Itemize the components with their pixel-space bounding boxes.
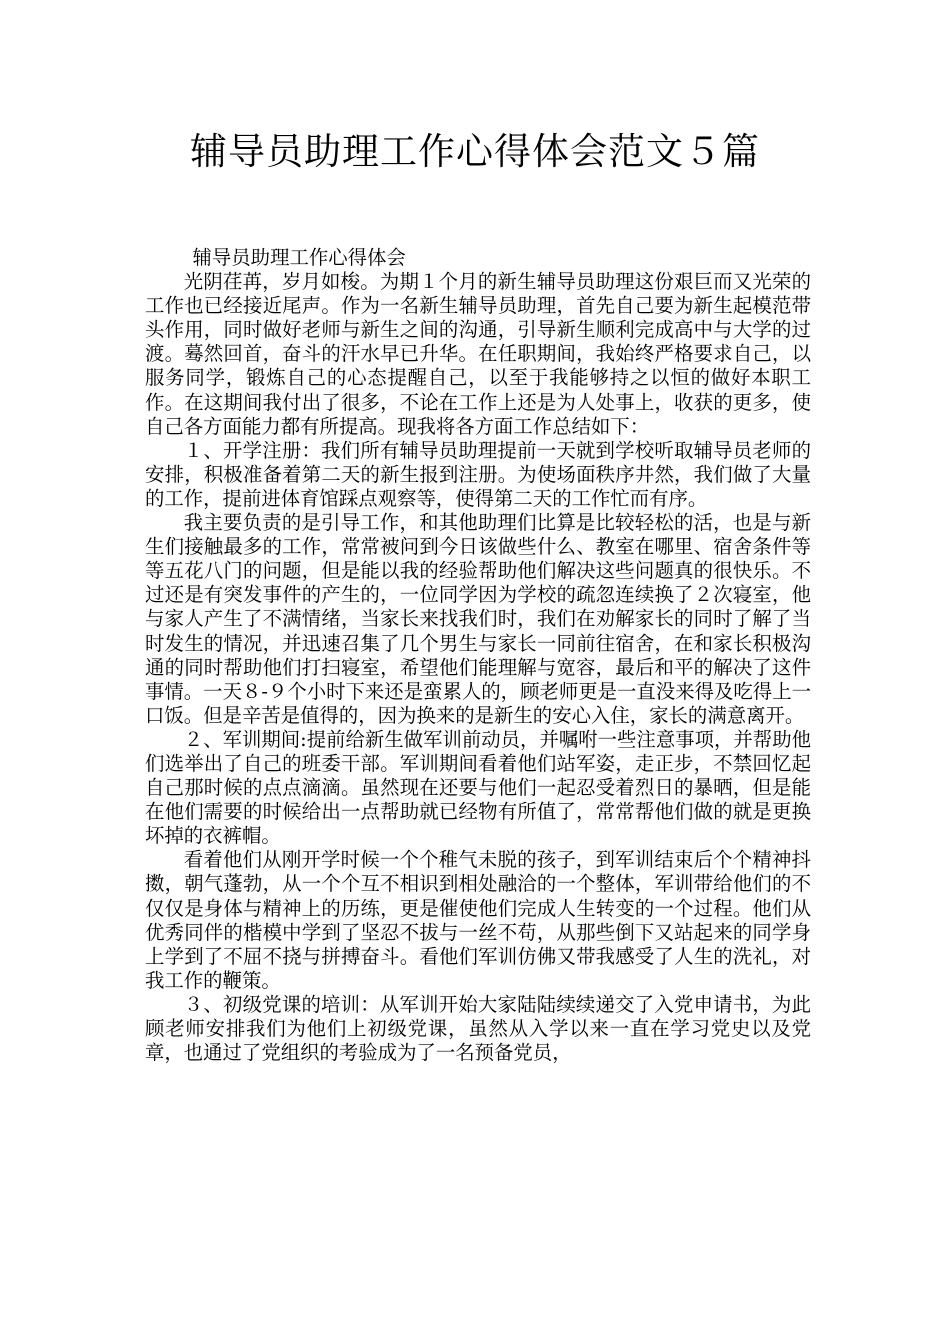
section-heading: 辅导员助理工作心得体会 — [192, 246, 406, 269]
paragraph-training-reflection: 看着他们从刚开学时候一个个稚气未脱的孩子，到军训结束后个个精神抖擞，朝气蓬勃，从一个个互不相识到相处融洽的一个整体，军训带给他们的不仅仅是身体与精神上的历练，更是催使他们完成人生转变的一个过程。他们从优秀同伴的楷模中学到了坚忍不拔与一丝不苟，从那些倒下又站起来的同学身上学到了不屈不挠与拼搏奋斗。看他们军训仿佛又带我感受了人生的洗礼，对我工作的鞭策。 — [145, 848, 811, 992]
document-title: 辅导员助理工作心得体会范文５篇 — [190, 130, 760, 173]
paragraph-guidance-work: 我主要负责的是引导工作，和其他助理们比算是比较轻松的活，也是与新生们接触最多的工作，常常被问到今日该做些什么、教室在哪里、宿舍条件等等五花八门的问题，但是能以我的经验帮助他们解决这些问题真的很快乐。不过还是有突发事件的产生的，一位同学因为学校的疏忽连续换了２次寝室，他与家人产生了不满情绪，当家长来找我们时，我们在劝解家长的同时了解了当时发生的情况，并迅速召集了几个男生与家长一同前往宿舍，在和家长积极沟通的同时帮助他们打扫寝室，希望他们能理解与宽容，最后和平的解决了这件事情。一天８-９个小时下来还是蛮累人的，顾老师更是一直没来得及吃得上一口饭。但是辛苦是值得的，因为换来的是新生的安心入住，家长的满意离开。 — [145, 511, 811, 727]
paragraph-registration: １、开学注册：我们所有辅导员助理提前一天就到学校听取辅导员老师的安排，积极准备着第二天的新生报到注册。为使场面秩序井然，我们做了大量的工作，提前进体育馆踩点观察等，使得第二天的工作忙而有序。 — [145, 438, 811, 510]
document-body — [145, 246, 811, 1065]
paragraph-military-training: ２、军训期间:提前给新生做军训前动员，并嘱咐一些注意事项，并帮助他们选举出了自己的班委干部。军训期间看着他们站军姿，走正步，不禁回忆起自己那时候的点点滴滴。虽然现在还要与他们一起忍受着烈日的暴晒，但是能在他们需要的时候给出一点帮助就已经物有所值了，常常帮他们做的就是更换坏掉的衣裤帽。 — [145, 727, 811, 848]
paragraph-intro: 光阴荏苒，岁月如梭。为期１个月的新生辅导员助理这份艰巨而又光荣的工作也已经接近尾声。作为一名新生辅导员助理，首先自己要为新生起模范带头作用，同时做好老师与新生之间的沟通，引导新生顺利完成高中与大学的过渡。蓦然回首，奋斗的汗水早已升华。在任职期间，我始终严格要求自己，以服务同学，锻炼自己的心态提醒自己，以至于我能够持之以恒的做好本职工作。在这期间我付出了很多，不论在工作上还是为人处事上，收获的更多，使自己各方面能力都有所提高。现我将各方面工作总结如下： — [145, 270, 811, 438]
paragraph-party-course: ３、初级党课的培训：从军训开始大家陆陆续续递交了入党申请书，为此顾老师安排我们为他们上初级党课，虽然从入学以来一直在学习党史以及党章，也通过了党组织的考验成为了一名预备党员， — [145, 992, 811, 1065]
